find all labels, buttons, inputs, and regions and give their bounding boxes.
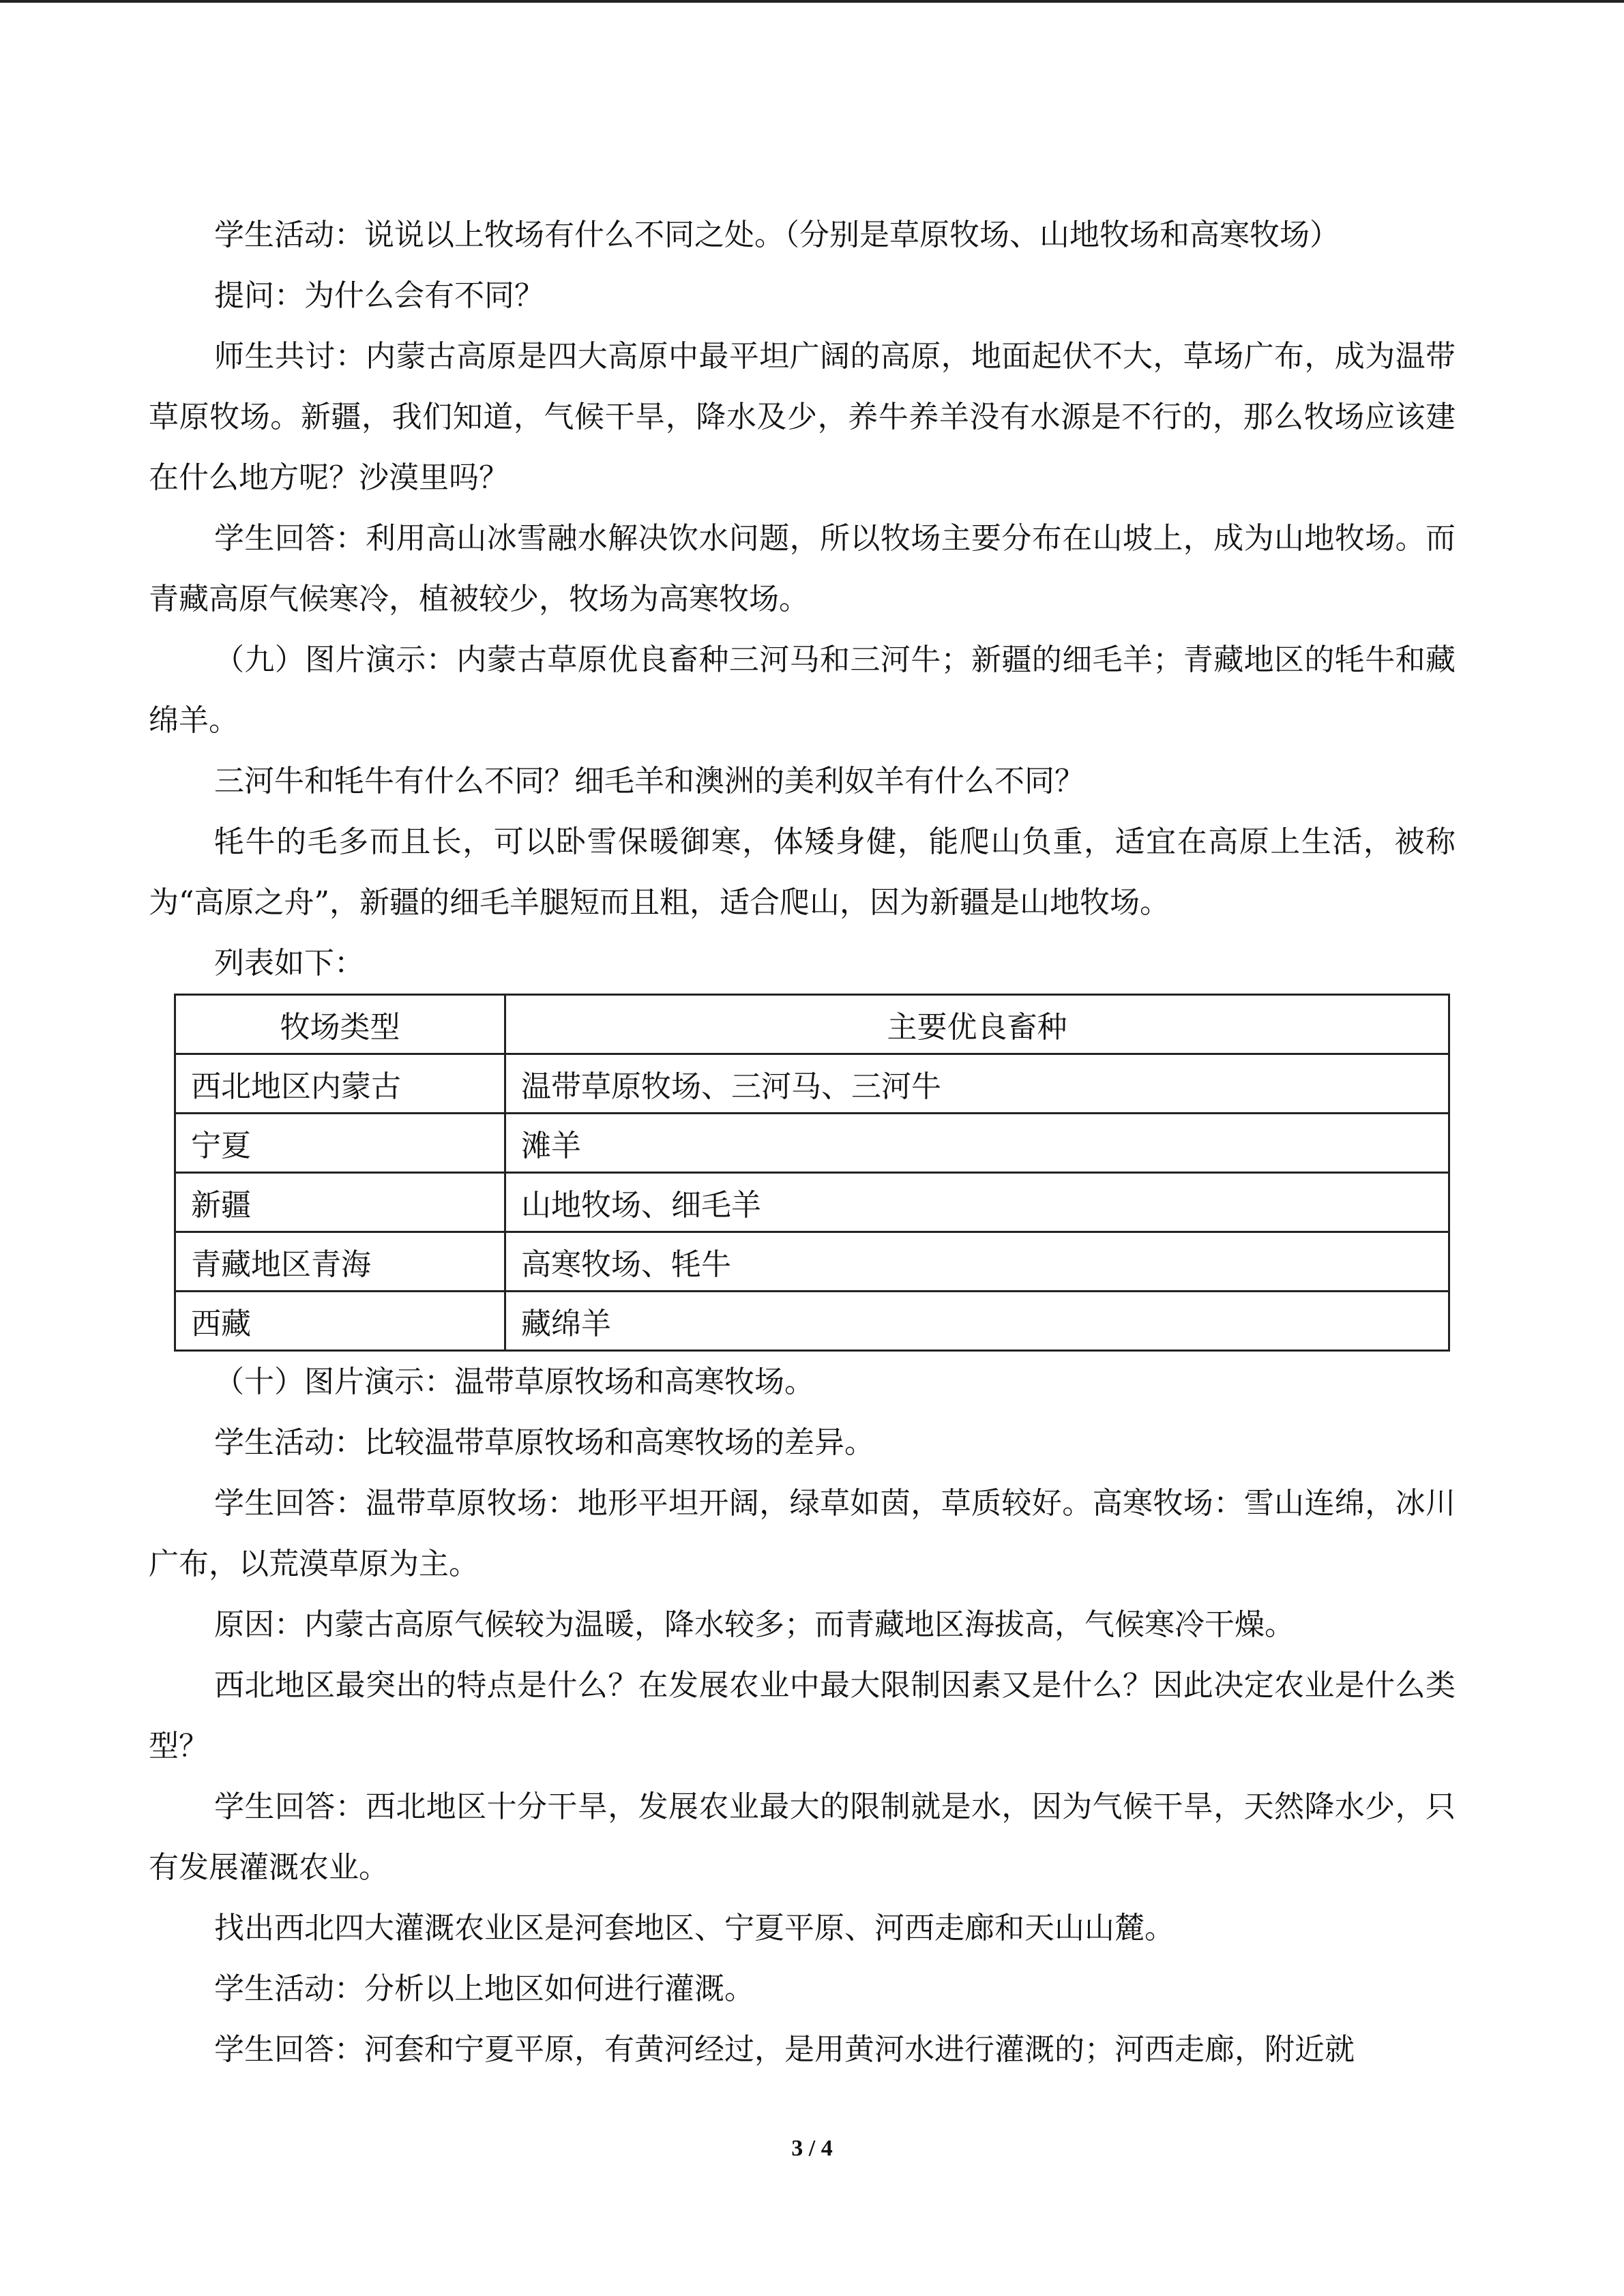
table-cell: 滩羊	[505, 1114, 1449, 1173]
paragraph: 学生回答：温带草原牧场：地形平坦开阔，绿草如茵，草质较好。高寒牧场：雪山连绵，冰川广布，以荒漠草原为主。	[149, 1486, 1456, 1581]
livestock-table	[174, 994, 1450, 1352]
paragraph: 师生共讨：内蒙古高原是四大高原中最平坦广阔的高原，地面起伏不大，草场广布，成为温带草原牧场。新疆，我们知道，气候干旱，降水及少，养牛养羊没有水源是不行的，那么牧场应该建在什么地方呢？沙漠里吗？	[149, 339, 1456, 495]
table-cell: 高寒牧场、牦牛	[505, 1232, 1449, 1292]
table-cell: 新疆	[175, 1173, 505, 1232]
page-number: 3 / 4	[791, 2136, 833, 2161]
table-row	[175, 1173, 1449, 1232]
paragraph: 三河牛和牦牛有什么不同？细毛羊和澳洲的美利奴羊有什么不同？	[214, 764, 1084, 799]
table-cell: 宁夏	[175, 1114, 505, 1173]
table-cell: 山地牧场、细毛羊	[505, 1173, 1449, 1232]
table-row	[175, 1054, 1449, 1114]
paragraph: 学生活动：说说以上牧场有什么不同之处。（分别是草原牧场、山地牧场和高寒牧场）	[214, 218, 1340, 252]
paragraph: 原因：内蒙古高原气候较为温暖，降水较多；而青藏地区海拔高，气候寒冷干燥。	[214, 1607, 1295, 1642]
table-cell: 温带草原牧场、三河马、三河牛	[505, 1054, 1449, 1114]
paragraph: 牦牛的毛多而且长，可以卧雪保暖御寒，体矮身健，能爬山负重，适宜在高原上生活，被称为“高原之舟”，新疆的细毛羊腿短而且粗，适合爬山，因为新疆是山地牧场。	[149, 824, 1456, 920]
table-row	[175, 1114, 1449, 1173]
table-row	[175, 1292, 1449, 1351]
paragraph: （九）图片演示：内蒙古草原优良畜种三河马和三河牛；新疆的细毛羊；青藏地区的牦牛和藏绵羊。	[149, 642, 1456, 738]
paragraph: 学生活动：分析以上地区如何进行灌溉。	[214, 1971, 754, 2006]
table-header-cell: 主要优良畜种	[505, 995, 1449, 1054]
table-header-row	[175, 995, 1449, 1054]
paragraph: 西北地区最突出的特点是什么？在发展农业中最大限制因素又是什么？因此决定农业是什么类型？	[149, 1668, 1456, 1763]
paragraph: 学生回答：西北地区十分干旱，发展农业最大的限制就是水，因为气候干旱，天然降水少，只有发展灌溉农业。	[149, 1789, 1456, 1885]
table-header-cell: 牧场类型	[175, 995, 505, 1054]
paragraph: 学生回答：河套和宁夏平原，有黄河经过，是用黄河水进行灌溉的；河西走廊，附近就	[214, 2032, 1355, 2067]
table-row	[175, 1232, 1449, 1292]
document-page	[149, 205, 1456, 2080]
paragraph: 找出西北四大灌溉农业区是河套地区、宁夏平原、河西走廊和天山山麓。	[214, 1911, 1175, 1945]
table-cell: 西藏	[175, 1292, 505, 1351]
paragraph: 提问：为什么会有不同？	[214, 278, 544, 313]
table-cell: 西北地区内蒙古	[175, 1054, 505, 1114]
top-border-line	[0, 0, 1624, 3]
paragraph: 列表如下：	[214, 946, 364, 981]
table-cell: 藏绵羊	[505, 1292, 1449, 1351]
paragraph: 学生活动：比较温带草原牧场和高寒牧场的差异。	[214, 1425, 874, 1460]
paragraph: 学生回答：利用高山冰雪融水解决饮水问题，所以牧场主要分布在山坡上，成为山地牧场。而青藏高原气候寒冷，植被较少，牧场为高寒牧场。	[149, 521, 1456, 616]
table-cell: 青藏地区青海	[175, 1232, 505, 1292]
paragraph: （十）图片演示：温带草原牧场和高寒牧场。	[214, 1365, 814, 1399]
